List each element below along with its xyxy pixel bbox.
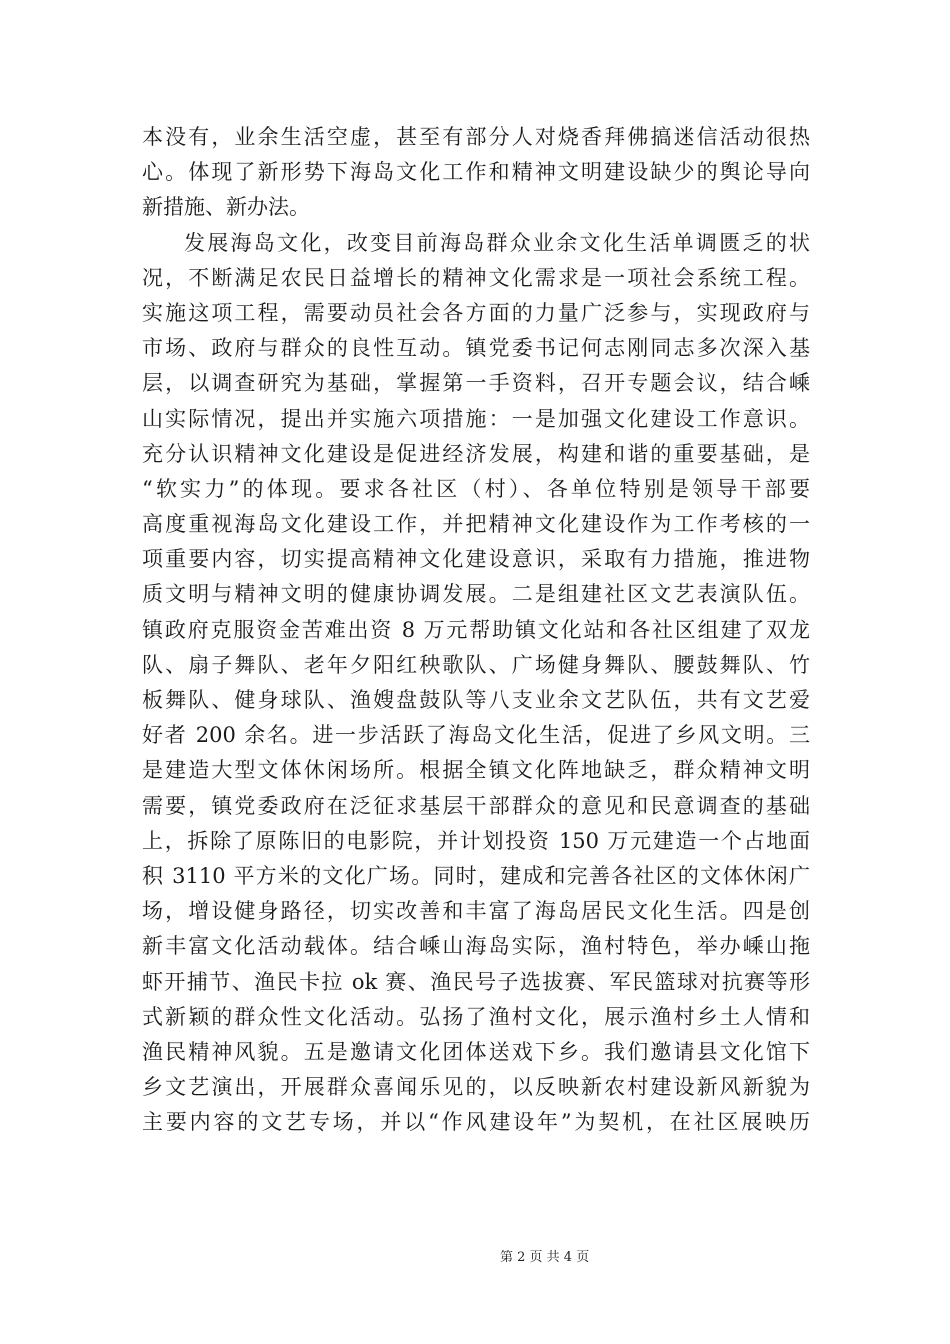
- text-line: 况，不断满足农民日益增长的精神文化需求是一项社会系统工程。: [142, 265, 810, 290]
- text-line: 本没有，业余生活空虚，甚至有部分人对烧香拜佛搞迷信活动很热: [142, 125, 810, 149]
- text-line: 需要，镇党委政府在泛征求基层干部群众的意见和民意调查的基础: [142, 793, 810, 818]
- text-line: 场，增设健身路径，切实改善和丰富了海岛居民文化生活。四是创: [142, 899, 810, 924]
- text-line: 心。体现了新形势下海岛文化工作和精神文明建设缺少的舆论导向: [142, 160, 810, 185]
- text-line: 新丰富文化活动载体。结合嵊山海岛实际，渔村特色，举办嵊山拖: [142, 934, 810, 959]
- text-line: 主要内容的文艺专场，并以“作风建设年”为契机，在社区展映历: [142, 1110, 810, 1135]
- text-line: 质文明与精神文明的健康协调发展。二是组建社区文艺表演队伍。: [142, 582, 810, 607]
- text-line: 上，拆除了原陈旧的电影院，并计划投资 150 万元建造一个占地面: [142, 828, 810, 853]
- text-line: 队、扇子舞队、老年夕阳红秧歌队、广场健身舞队、腰鼓舞队、竹: [142, 652, 810, 677]
- text-line: 项重要内容，切实提高精神文化建设意识，采取有力措施，推进物: [142, 547, 810, 572]
- text-line: 式新颖的群众性文化活动。弘扬了渔村文化，展示渔村乡土人情和: [142, 1004, 810, 1029]
- paragraph-first-line: 发展海岛文化，改变目前海岛群众业余文化生活单调匮乏的状: [184, 230, 810, 255]
- text-line: 是建造大型文体休闲场所。根据全镇文化阵地缺乏，群众精神文明: [142, 758, 810, 783]
- text-line: 乡文艺演出，开展群众喜闻乐见的，以反映新农村建设新风新貌为: [142, 1075, 810, 1100]
- text-line: 实施这项工程，需要动员社会各方面的力量广泛参与，实现政府与: [142, 300, 810, 325]
- text-line: 层，以调查研究为基础，掌握第一手资料，召开专题会议，结合嵊: [142, 371, 810, 396]
- text-line: “软实力”的体现。要求各社区（村）、各单位特别是领导干部要: [142, 476, 810, 501]
- text-line: 市场、政府与群众的良性互动。镇党委书记何志刚同志多次深入基: [142, 336, 810, 361]
- text-line: 充分认识精神文化建设是促进经济发展，构建和谐的重要基础，是: [142, 441, 810, 466]
- text-line: 山实际情况，提出并实施六项措施：一是加强文化建设工作意识。: [142, 406, 810, 431]
- body-text: [142, 120, 810, 1140]
- text-line: 高度重视海岛文化建设工作，并把精神文化建设作为工作考核的一: [142, 512, 810, 537]
- text-line: 积 3110 平方米的文化广场。同时，建成和完善各社区的文体休闲广: [142, 863, 810, 888]
- text-line: 好者 200 余名。进一步活跃了海岛文化生活，促进了乡风文明。三: [142, 723, 810, 748]
- text-line: 新措施、新办法。: [142, 195, 310, 220]
- text-line: 渔民精神风貌。五是邀请文化团体送戏下乡。我们邀请县文化馆下: [142, 1039, 810, 1064]
- text-line: 镇政府克服资金苦难出资 8 万元帮助镇文化站和各社区组建了双龙: [142, 617, 810, 642]
- text-line: 板舞队、健身球队、渔嫂盘鼓队等八支业余文艺队伍，共有文艺爱: [142, 688, 810, 712]
- page-number-footer: 第 2 页 共 4 页: [500, 1250, 590, 1265]
- text-line: 虾开捕节、渔民卡拉 ok 赛、渔民号子选拔赛、军民篮球对抗赛等形: [142, 969, 810, 994]
